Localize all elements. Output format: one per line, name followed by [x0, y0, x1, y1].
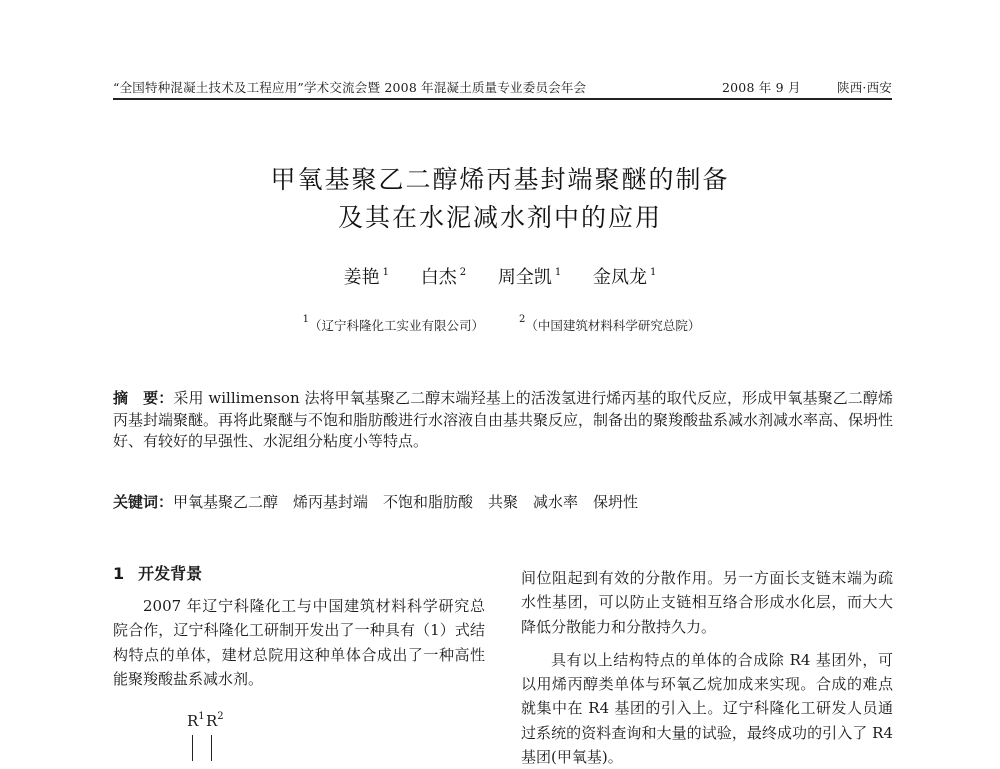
abstract-text: 采用 willimenson 法将甲氧基聚乙二醇末端羟基上的活泼氢进行烯丙基的取代反应，形成甲氧基聚乙二醇烯丙基封端聚醚。再将此聚醚与不饱和脂肪酸进行水溶液自由基共聚反应，制备出的聚羧酸盐系减水剂减水率高、保坍性好、有较好的早强性、水泥组分粘度小等特点。: [113, 389, 894, 450]
substituent-r2: $R^2$: [206, 711, 224, 730]
keywords: [113, 492, 893, 513]
conference-date: 2008 年 9 月: [722, 80, 801, 95]
section-heading: [113, 563, 485, 585]
left-column: [113, 563, 485, 691]
substituent-r1: $R^1$: [187, 711, 205, 730]
author: 姜艳 $^1$: [343, 267, 390, 288]
keywords-label: 关键词：: [113, 493, 174, 511]
abstract-label: 摘 要：: [113, 389, 174, 407]
running-header: [113, 76, 892, 100]
author: 金凤龙 $^1$: [592, 267, 657, 288]
author-list: [0, 263, 1000, 289]
author: 白杰 $^2$: [420, 267, 467, 288]
body-paragraph: 2007 年辽宁科隆化工与中国建筑材料科学研究总院合作，辽宁科隆化工研制开发出了一种具有（1）式结构特点的单体，建材总院用这种单体合成出了一种高性能聚羧酸盐系减水剂。: [113, 597, 485, 688]
affiliation-list: [0, 314, 1000, 334]
conference-location: 陕西·西安: [837, 80, 892, 95]
paper-title-line-2: 及其在水泥减水剂中的应用: [337, 203, 662, 232]
body-paragraph: 具有以上结构特点的单体的合成除 R4 基团外，可以用烯丙醇类单体与环氧乙烷加成来实现。合成的难点就集中在 R4 基团的引入上。辽宁科隆化工研发人员通过系统的资料查询和大量的试验，最终成功的引入了 R4 基团(甲氧基)。: [521, 650, 893, 767]
affiliation: $^2$（中国建筑材料科学研究总院）: [518, 314, 701, 333]
abstract: [113, 388, 893, 453]
chemical-structure-formula: [182, 711, 302, 761]
bond-line: [211, 735, 212, 761]
author: 周全凯 $^1$: [497, 267, 562, 288]
affiliation: $^1$（辽宁科隆化工实业有限公司）: [302, 314, 484, 333]
keywords-text: 甲氧基聚乙二醇 烯丙基封端 不饱和脂肪酸 共聚 减水率 保坍性: [173, 493, 639, 511]
right-column: [521, 566, 893, 769]
section-number: 1: [113, 564, 125, 583]
conference-name: “全国特种混凝土技术及工程应用”学术交流会暨 2008 年混凝土质量专业委员会年会: [113, 80, 587, 95]
body-paragraph: 间位阻起到有效的分散作用。另一方面长支链末端为疏水性基团，可以防止支链相互络合形成水化层，而大大降低分散能力和分散持久力。: [521, 569, 893, 636]
section-title: 开发背景: [138, 564, 203, 583]
bond-line: [192, 735, 193, 761]
paper-title-line-1: 甲氧基聚乙二醇烯丙基封端聚醚的制备: [270, 165, 730, 194]
